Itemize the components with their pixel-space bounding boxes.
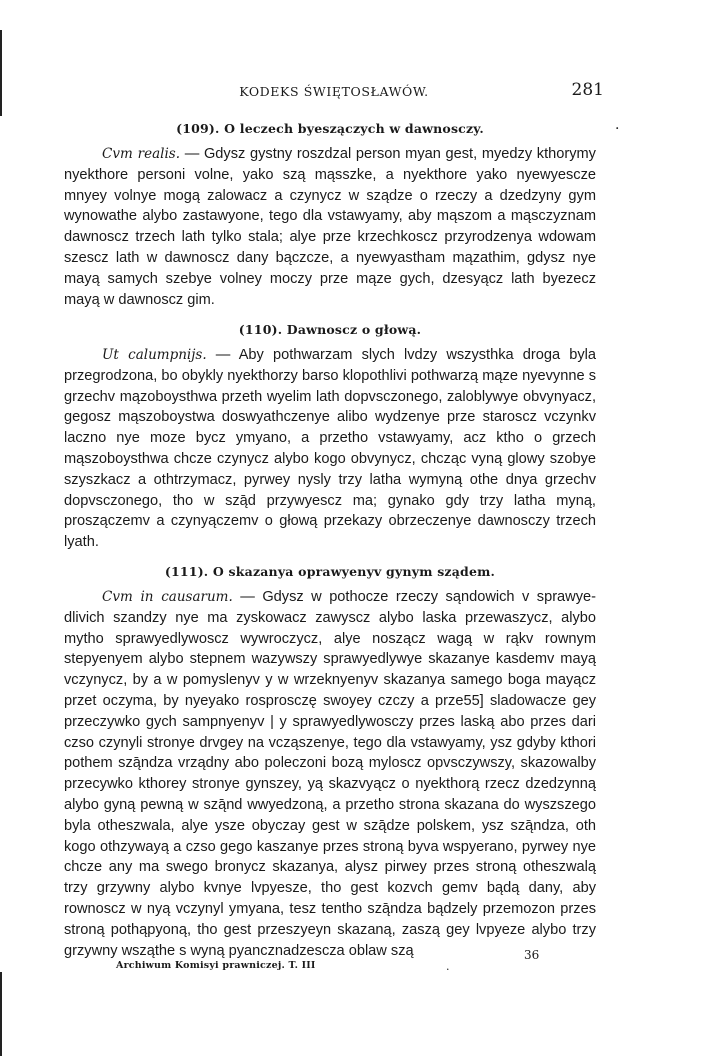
section-text: — Gdysz w pothocze rzeczy sąndowich v sprawyedlivich szandzy nye ma zyskowacz zawyscz alybo laska przewaszycz, alybo mytho sprawyedlywoscz wywroczycz, alye noszącz wagą w rąkv rownym stepyenyem alybo stepnem wazywszy sprawyedlywye skazanye kasdemv mayą vczynycz, by a w pomyslenyv y w wrzeknyenyv skazanya samego boga mayącz przet oczyma, by nyeyako rosprosczę swoyey czczy a prze55] sladowacze gey przeczywko gych sampnyenyv | y sprawyedlywosczy przes laską abo przes dari czso czynyli stronye drvgey na vcząszenye, tego dla vstawyamy, ysz gdyby kthori pothem szą̄ndza vrządny abo poleczoni bozą myloscz opvsczywszy, skazowalby przecywko kthorey stronye gynszey, yą skazvyącz o nyekthorą rzecz dzedzynną alybo gyną pewną w szą̄nd wwyedzoną, a przetho strona skazana do wyszszego byla otheszwala, alye ysze obyczay gest w szą̄dze polskem, ysz szą̄ndza, oth kogo othzywayą a czso gego kaszanye przes stroną byva wspyerano, pyrwey nye chcze any ma swego bronycz skazanya, alysz pirwey przes stroną otheszwalą trzy grzywny alybo kvnye lvpyesze, tho gest kozvch gemv bądą dany, aby rownoscz w nyą vczynyl ymyana, tesz tentho szą̄ndza bądzely przemozon przes stroną pothąpyoną, tho gest przeszyeyn skazaną, zaszą gey lvpyeze alybo trzy grzywny wsząthe s wyną pyancznadzescza oblaw szą — [64, 589, 597, 959]
section-110 — [64, 321, 596, 553]
section-incipit: Cvm in causarum. — [102, 589, 233, 605]
footer-source: Archiwum Komisyi prawniczej. T. III — [116, 960, 316, 971]
scan-edge-mark-top — [0, 30, 2, 116]
section-heading: (110). Dawnoscz o głową. — [238, 322, 422, 337]
section-text: — Gdysz gystny roszdzal person myan gest, myedzy kthorymy nyekthore personi volne, yako szą mąsszke, a nyekthore yako nyewyescze mnyey volnye mogą zalowacz a czynycz w sządze o rzeczy a dzedzyny gym wynowathe alybo zastawyone, tego dla vstawyamy, aby mąszom a mąsczyznam dawnoscz trzech lath tylko stala; alye prze krzechkoscz przyrodzenya wdowam szescz lath w dawnoscz dany bączcze, a nyewyastham mązathim, gdysz nye mayą samych szebye volney moczy prze mąze gych, dzesyącz lath byezecz mayą w dawnoscz gim. — [64, 146, 596, 308]
scan-edge-mark-bottom — [0, 972, 2, 1056]
print-speck: · — [615, 121, 620, 137]
section-heading: (109). O leczech byeszączych w dawnosczy. — [176, 121, 484, 136]
running-title: KODEKS ŚWIĘTOSŁAWÓW. — [239, 84, 429, 99]
section-text: — Aby pothwarzam slych lvdzy wszysthka droga byla przegrodzona, bo obykly nyekthorzy barso klopothlivi pothwarzą mąze nyevynne s grzechv mązoboysthwa przeth wyelim lath dopvsczonego, zaloblywye obvynyacz, gegosz mąszoboystwa doswyathczenye alibo wydzenye prze staroscz vczynkv laczno nye moze bycz ymyano, a przetho vstawyamy, acz ktho o grzech mąszoboysthwa chcze czynycz alybo kogo obvynycz, chcząc vyną glowy szobye szyszkacz a othtrzymacz, pyrwey nysly trzy latha wymyną othe dnya grzechv dopvsczonego, tho w szą̄d przywyescz ma; gynako gdy trzy latha myną, proszączemv a czynyączemv o głową przekazy obrzeczenye dawnosczy trzech lyath. — [64, 347, 596, 551]
section-111 — [64, 563, 596, 961]
section-heading: (111). O skazanya oprawyenyv gynym sządem. — [164, 564, 496, 579]
footer-dot: . — [446, 960, 450, 973]
section-body — [64, 345, 596, 553]
section-109 — [64, 120, 596, 310]
section-incipit: Cvm realis. — [102, 146, 181, 162]
running-head — [64, 80, 604, 102]
section-incipit: Ut calumpnijs. — [102, 347, 207, 363]
page-number: 281 — [571, 80, 604, 100]
section-body — [64, 144, 596, 310]
signature-mark: 36 — [524, 948, 540, 962]
section-body — [64, 587, 596, 961]
